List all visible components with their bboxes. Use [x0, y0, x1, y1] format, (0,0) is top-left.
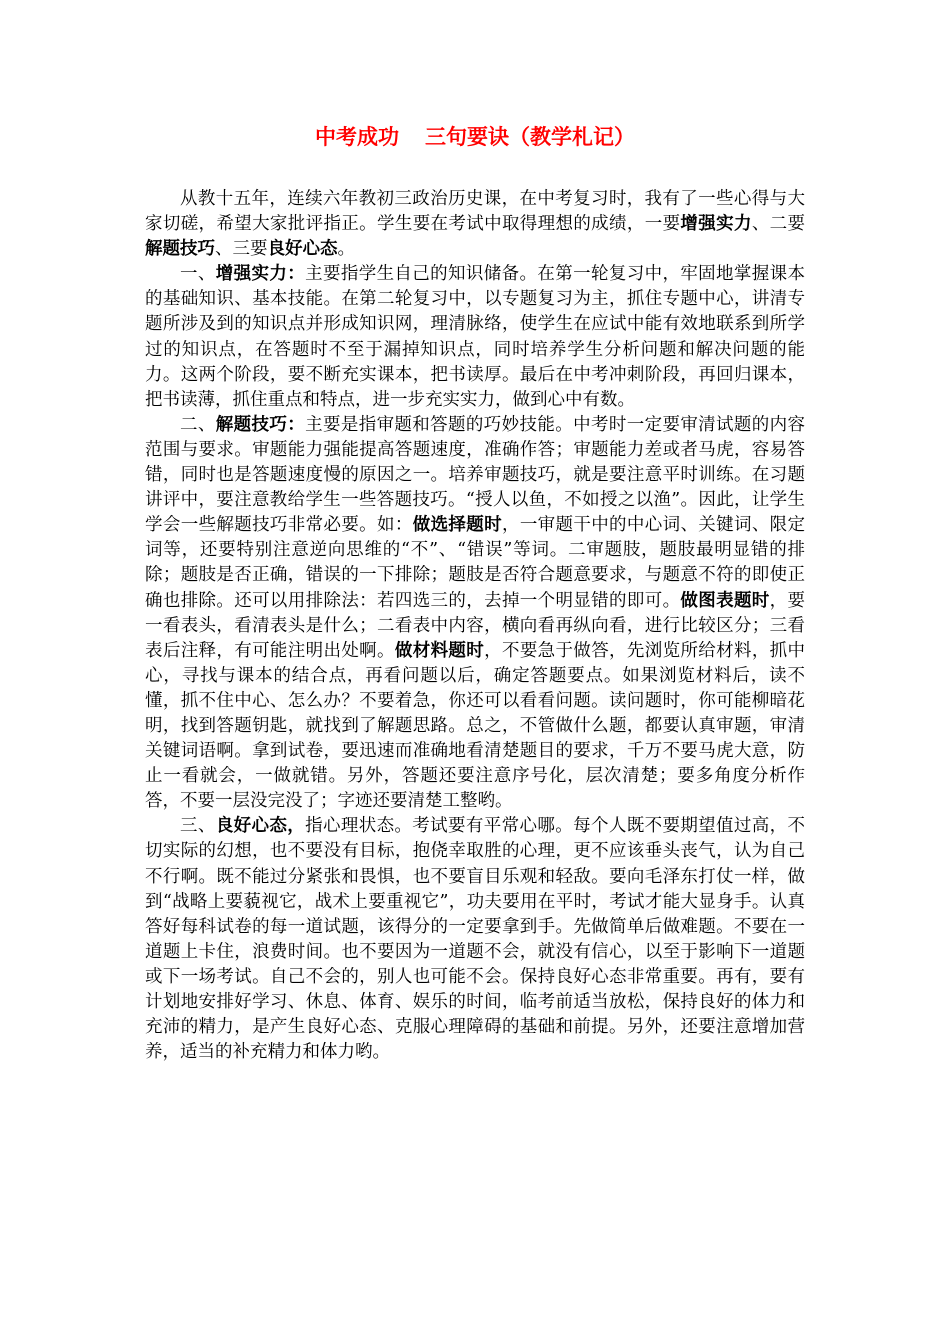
material-question-heading: 做材料题时	[394, 640, 485, 661]
intro-text-2: 、二要	[751, 214, 806, 235]
intro-text-4: 。	[337, 239, 355, 260]
section-skills-text-1: 主要是指审题和答题的巧妙技能。中考时一定要审清试题的内容范围与要求。审题能力强能提高答题速度，准确作答；审题能力差或者马虎，容易答错，同时也是答题速度慢的原因之一。培养审题技巧，就是要注意平时训练。在习题讲评中，要注意教给学生一些答题技巧。“授人以鱼，不如授之以渔”。因此，让学生学会一些解题技巧非常必要。如：	[145, 414, 806, 536]
section-mindset-text: 指心理状态。考试要有平常心哪。每个人既不要期望值过高，不切实际的幻想，也不要没有目标，抱侥幸取胜的心理，更不应该垂头丧气，认为自己不行啊。既不能过分紧张和畏惧，也不要盲目乐观和轻敌。要向毛泽东打仗一样，做到“战略上要藐视它，战术上要重视它”，功夫要用在平时，考试才能大显身手。认真答好每科试卷的每一道试题，该得分的一定要拿到手。先做简单后做难题。不要在一道题上卡住，浪费时间。也不要因为一道题不会，就没有信心，以至于影响下一道题或下一场考试。自己不会的，别人也可能不会。保持良好心态非常重要。再有，要有计划地安排好学习、休息、体育、娱乐的时间，临考前适当放松，保持良好的体力和充沛的精力，是产生良好心态、克服心理障碍的基础和前提。另外，还要注意增加营养，适当的补充精力和体力哟。	[145, 816, 806, 1063]
intro-text-1: 从教十五年，连续六年教初三政治历史课，在中考复习时，我有了一些心得与大家切磋，希望大家批评指正。学生要在考试中取得理想的成绩，一要	[145, 189, 805, 235]
title-part1: 中考成功	[315, 124, 399, 149]
intro-bold-mindset: 良好心态	[267, 239, 338, 260]
intro-bold-skills: 解题技巧	[145, 239, 215, 260]
choice-question-heading: 做选择题时	[412, 515, 502, 536]
section-mindset-paragraph	[145, 814, 805, 1065]
section-mindset-number: 三、	[180, 816, 216, 837]
intro-text-3: 、三要	[215, 239, 268, 260]
chart-question-heading: 做图表题时	[680, 590, 770, 611]
section-strength-heading: 增强实力：	[215, 264, 306, 285]
title-part2: 三句要诀（教学札记）	[425, 124, 635, 149]
section-strength-text: 主要指学生自己的知识储备。在第一轮复习中，牢固地掌握课本的基础知识、基本技能。在第二轮复习中，以专题复习为主，抓住专题中心，讲清专题所涉及到的知识点并形成知识网，理清脉络，使学生在应试中能有效地联系到所学过的知识点，在答题时不至于漏掉知识点，同时培养学生分析问题和解决问题的能力。这两个阶段，要不断充实课本，把书读厚。最后在中考冲刺阶段，再回归课本，把书读薄，抓住重点和特点，进一步充实实力，做到心中有数。	[145, 264, 806, 410]
section-skills-text-3: ，要一看表头，看清表头是什么；二看表中内容，横向看再纵向看，进行比较区分；三看表后注释，有可能注明出处啊。	[145, 590, 806, 661]
section-skills-text-2: ，一审题干中的中心词、关键词、限定词等，还要特别注意逆向思维的“不”、“错误”等词。二审题肢，题肢最明显错的排除；题肢是否正确，错误的一下排除；题肢是否符合题意要求，与题意不符的即使正确也排除。还可以用排除法：若四选三的，去掉一个明显错的即可。	[145, 515, 806, 611]
section-skills-heading: 解题技巧：	[215, 414, 306, 435]
section-mindset-heading: 良好心态，	[215, 816, 306, 837]
section-skills-paragraph	[145, 413, 805, 815]
section-skills-number: 二、	[180, 414, 216, 435]
section-strength-paragraph	[145, 262, 805, 413]
intro-paragraph	[145, 187, 805, 262]
section-strength-number: 一、	[180, 264, 216, 285]
document-body	[145, 187, 805, 1065]
intro-bold-strength: 增强实力	[680, 214, 752, 235]
section-skills-text-4: ，不要急于做答，先浏览所给材料，抓中心，寻找与课本的结合点，再看问题以后，确定答题要点。如果浏览材料后，读不懂，抓不住中心、怎么办？不要着急，你还可以看看问题。读问题时，你可能柳暗花明，找到答题钥匙，就找到了解题思路。总之，不管做什么题，都要认真审题，审清关键词语啊。拿到试卷，要迅速而准确地看清楚题目的要求，千万不要马虎大意，防止一看就会，一做就错。另外，答题还要注意序号化，层次清楚；要多角度分析作答，不要一层没完没了；字迹还要清楚工整哟。	[145, 640, 806, 812]
document-title	[0, 123, 950, 151]
